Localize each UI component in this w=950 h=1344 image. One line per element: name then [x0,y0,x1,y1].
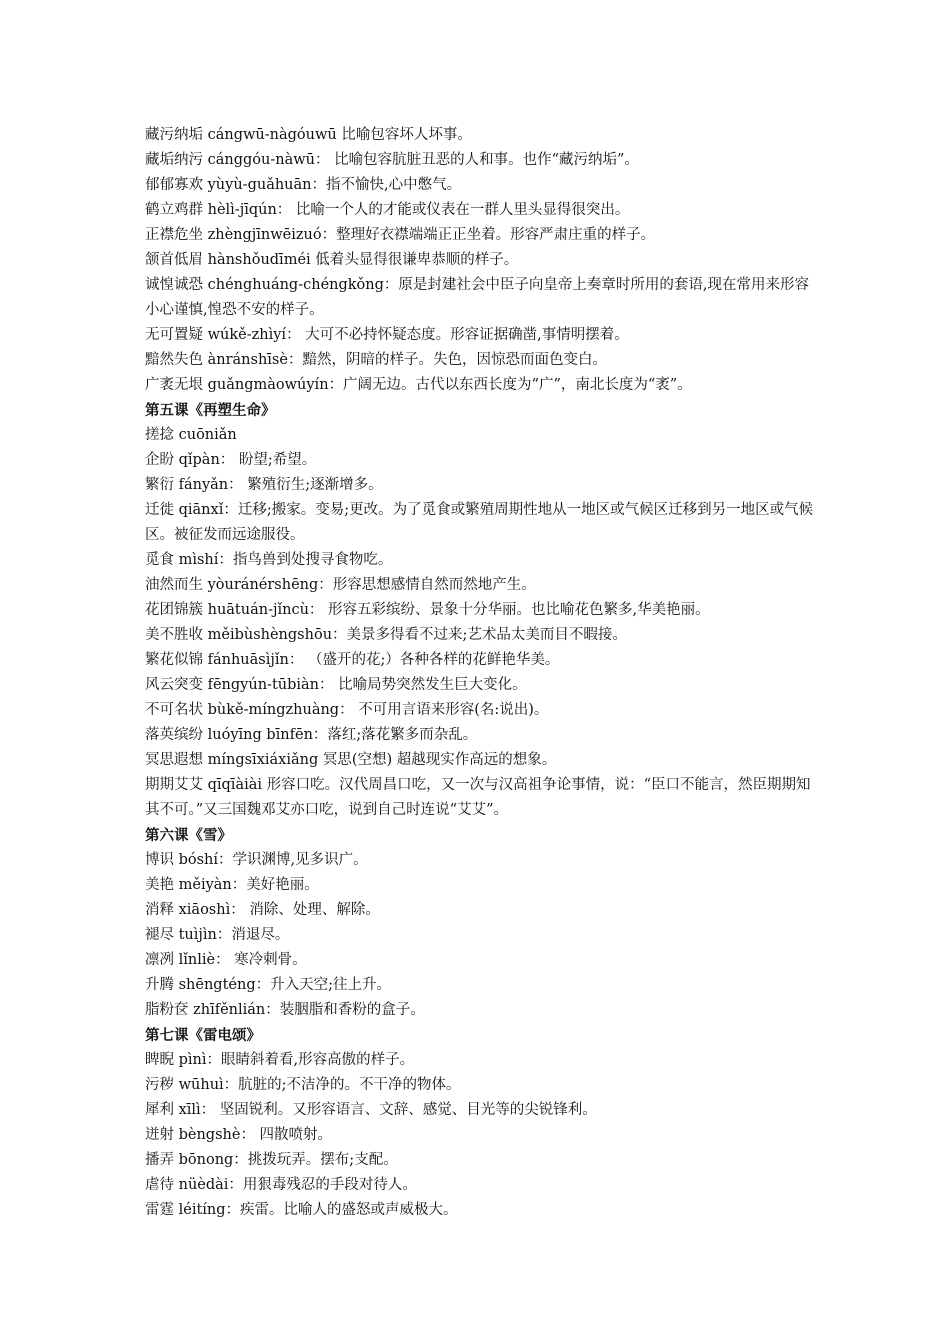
lesson-5-heading: 第五课《再塑生命》 [145,402,276,419]
entry-mishi: 觅食 mìshí：指鸟兽到处搜寻食物吃。 [145,552,393,568]
entry-xili: 犀利 xīlì： 坚固锐利。又形容语言、文辞、感觉、目光等的尖锐锋利。 [145,1102,597,1118]
entry-guangmaowuyin: 广袤无垠 guǎngmàowúyín：广阔无边。古代以东西长度为“广”，南北长度为“袤”。 [145,377,692,393]
entry-xiaoshi: 消释 xiāoshì： 消除、处理、解除。 [145,902,380,918]
entry-boshi: 博识 bóshí：学识渊博,见多识广。 [145,852,368,868]
entry-cuonian: 搓捻 cuōniǎn [145,427,237,443]
entry-pini: 睥睨 pìnì：眼睛斜着看,形容高傲的样子。 [145,1052,415,1068]
entry-fanyan: 繁衍 fányǎn： 繁殖衍生;逐渐增多。 [145,477,383,493]
entry-zhengjinweizuo: 正襟危坐 zhèngjīnwēizuó：整理好衣襟端端正正坐着。形容严肃庄重的样子。 [145,227,656,243]
entry-hanshoudimei: 颔首低眉 hànshǒudīméi 低着头显得很谦卑恭顺的样子。 [145,252,519,268]
entry-shengteng: 升腾 shēngténg：升入天空;往上升。 [145,977,392,993]
entry-qipan: 企盼 qǐpàn： 盼望;希望。 [145,452,317,468]
entry-zhifenlian: 脂粉奁 zhīfěnlián：装胭脂和香粉的盒子。 [145,1002,425,1018]
entry-fanhuasijin: 繁花似锦 fánhuāsìjǐn： （盛开的花;）各种各样的花鲜艳华美。 [145,652,560,668]
entry-chenghuang-chengkong: 诚惶诚恐 chénghuáng-chéngkǒng：原是封建社会中臣子向皇帝上奏章时所用的套语,现在常用来形容小心谨慎,惶恐不安的样子。 [145,277,810,318]
entry-fengyuntubian: 风云突变 fēngyún-tūbiàn： 比喻局势突然发生巨大变化。 [145,677,527,693]
entry-cangwu-nagou: 藏污纳垢 cángwū-nàgóuwū 比喻包容坏人坏事。 [145,127,472,143]
entry-leiting: 雷霆 léitíng：疾雷。比喻人的盛怒或声威极大。 [145,1202,458,1218]
entry-bonong: 播弄 bōnong：挑拨玩弄。摆布;支配。 [145,1152,398,1168]
entry-yuyu-guahuan: 郁郁寡欢 yùyù-guǎhuān：指不愉快,心中憋气。 [145,177,462,193]
entry-tuijin: 褪尽 tuìjìn：消退尽。 [145,927,290,943]
entry-meibushengshou: 美不胜收 měibùshèngshōu：美景多得看不过来;艺术品太美而目不暇接。 [145,627,627,643]
entry-huatuanjincu: 花团锦簇 huātuán-jǐncù： 形容五彩缤纷、景象十分华丽。也比喻花色繁多,华美艳丽。 [145,602,710,618]
entry-qianxi: 迁徙 qiānxǐ：迁移;搬家。变易;更改。为了觅食或繁殖周期性地从一地区或气候区迁移到另一地区或气候区。被征发而远途服役。 [145,502,814,543]
entry-luoyingbinfen: 落英缤纷 luóyīng bīnfēn：落红;落花繁多而杂乱。 [145,727,478,743]
lesson-7-heading: 第七课《雷电颂》 [145,1027,261,1044]
entry-qiqiaiai: 期期艾艾 qīqīàiài 形容口吃。汉代周昌口吃，又一次与汉高祖争论事情，说：“臣口不能言，然臣期期知其不可。”又三国魏邓艾亦口吃，说到自己时连说“艾艾”。 [145,777,811,818]
entry-wukezhiyi: 无可置疑 wúkě-zhìyí： 大可不必持怀疑态度。形容证据确凿,事情明摆着。 [145,327,629,343]
entry-nuedai: 虐待 nüèdài：用狠毒残忍的手段对待人。 [145,1177,417,1193]
entry-meiyan: 美艳 měiyàn：美好艳丽。 [145,877,319,893]
entry-linlie: 凛冽 lǐnliè： 寒冷刺骨。 [145,952,307,968]
document-page [145,123,815,1223]
entry-bengshe: 迸射 bèngshè： 四散喷射。 [145,1127,333,1143]
entry-wuhui: 污秽 wūhuì：肮脏的;不洁净的。不干净的物体。 [145,1077,461,1093]
entry-helijiqun: 鹤立鸡群 hèlì-jīqún： 比喻一个人的才能或仪表在一群人里头显得很突出。 [145,202,630,218]
entry-mingsixiaxiang: 冥思遐想 míngsīxiáxiǎng 冥思(空想) 超越现实作高远的想象。 [145,752,557,768]
entry-anranshise: 黯然失色 ànránshīsè：黯然，阴暗的样子。失色，因惊恐而面色变白。 [145,352,607,368]
entry-canggou-nawu: 藏垢纳污 cánggóu-nàwū： 比喻包容肮脏丑恶的人和事。也作“藏污纳垢”。 [145,152,639,168]
entry-bukemingzhuang: 不可名状 bùkě-míngzhuàng： 不可用言语来形容(名:说出)。 [145,702,549,718]
lesson-6-heading: 第六课《雪》 [145,827,232,844]
entry-youranersheng: 油然而生 yòuránérshēng：形容思想感情自然而然地产生。 [145,577,536,593]
